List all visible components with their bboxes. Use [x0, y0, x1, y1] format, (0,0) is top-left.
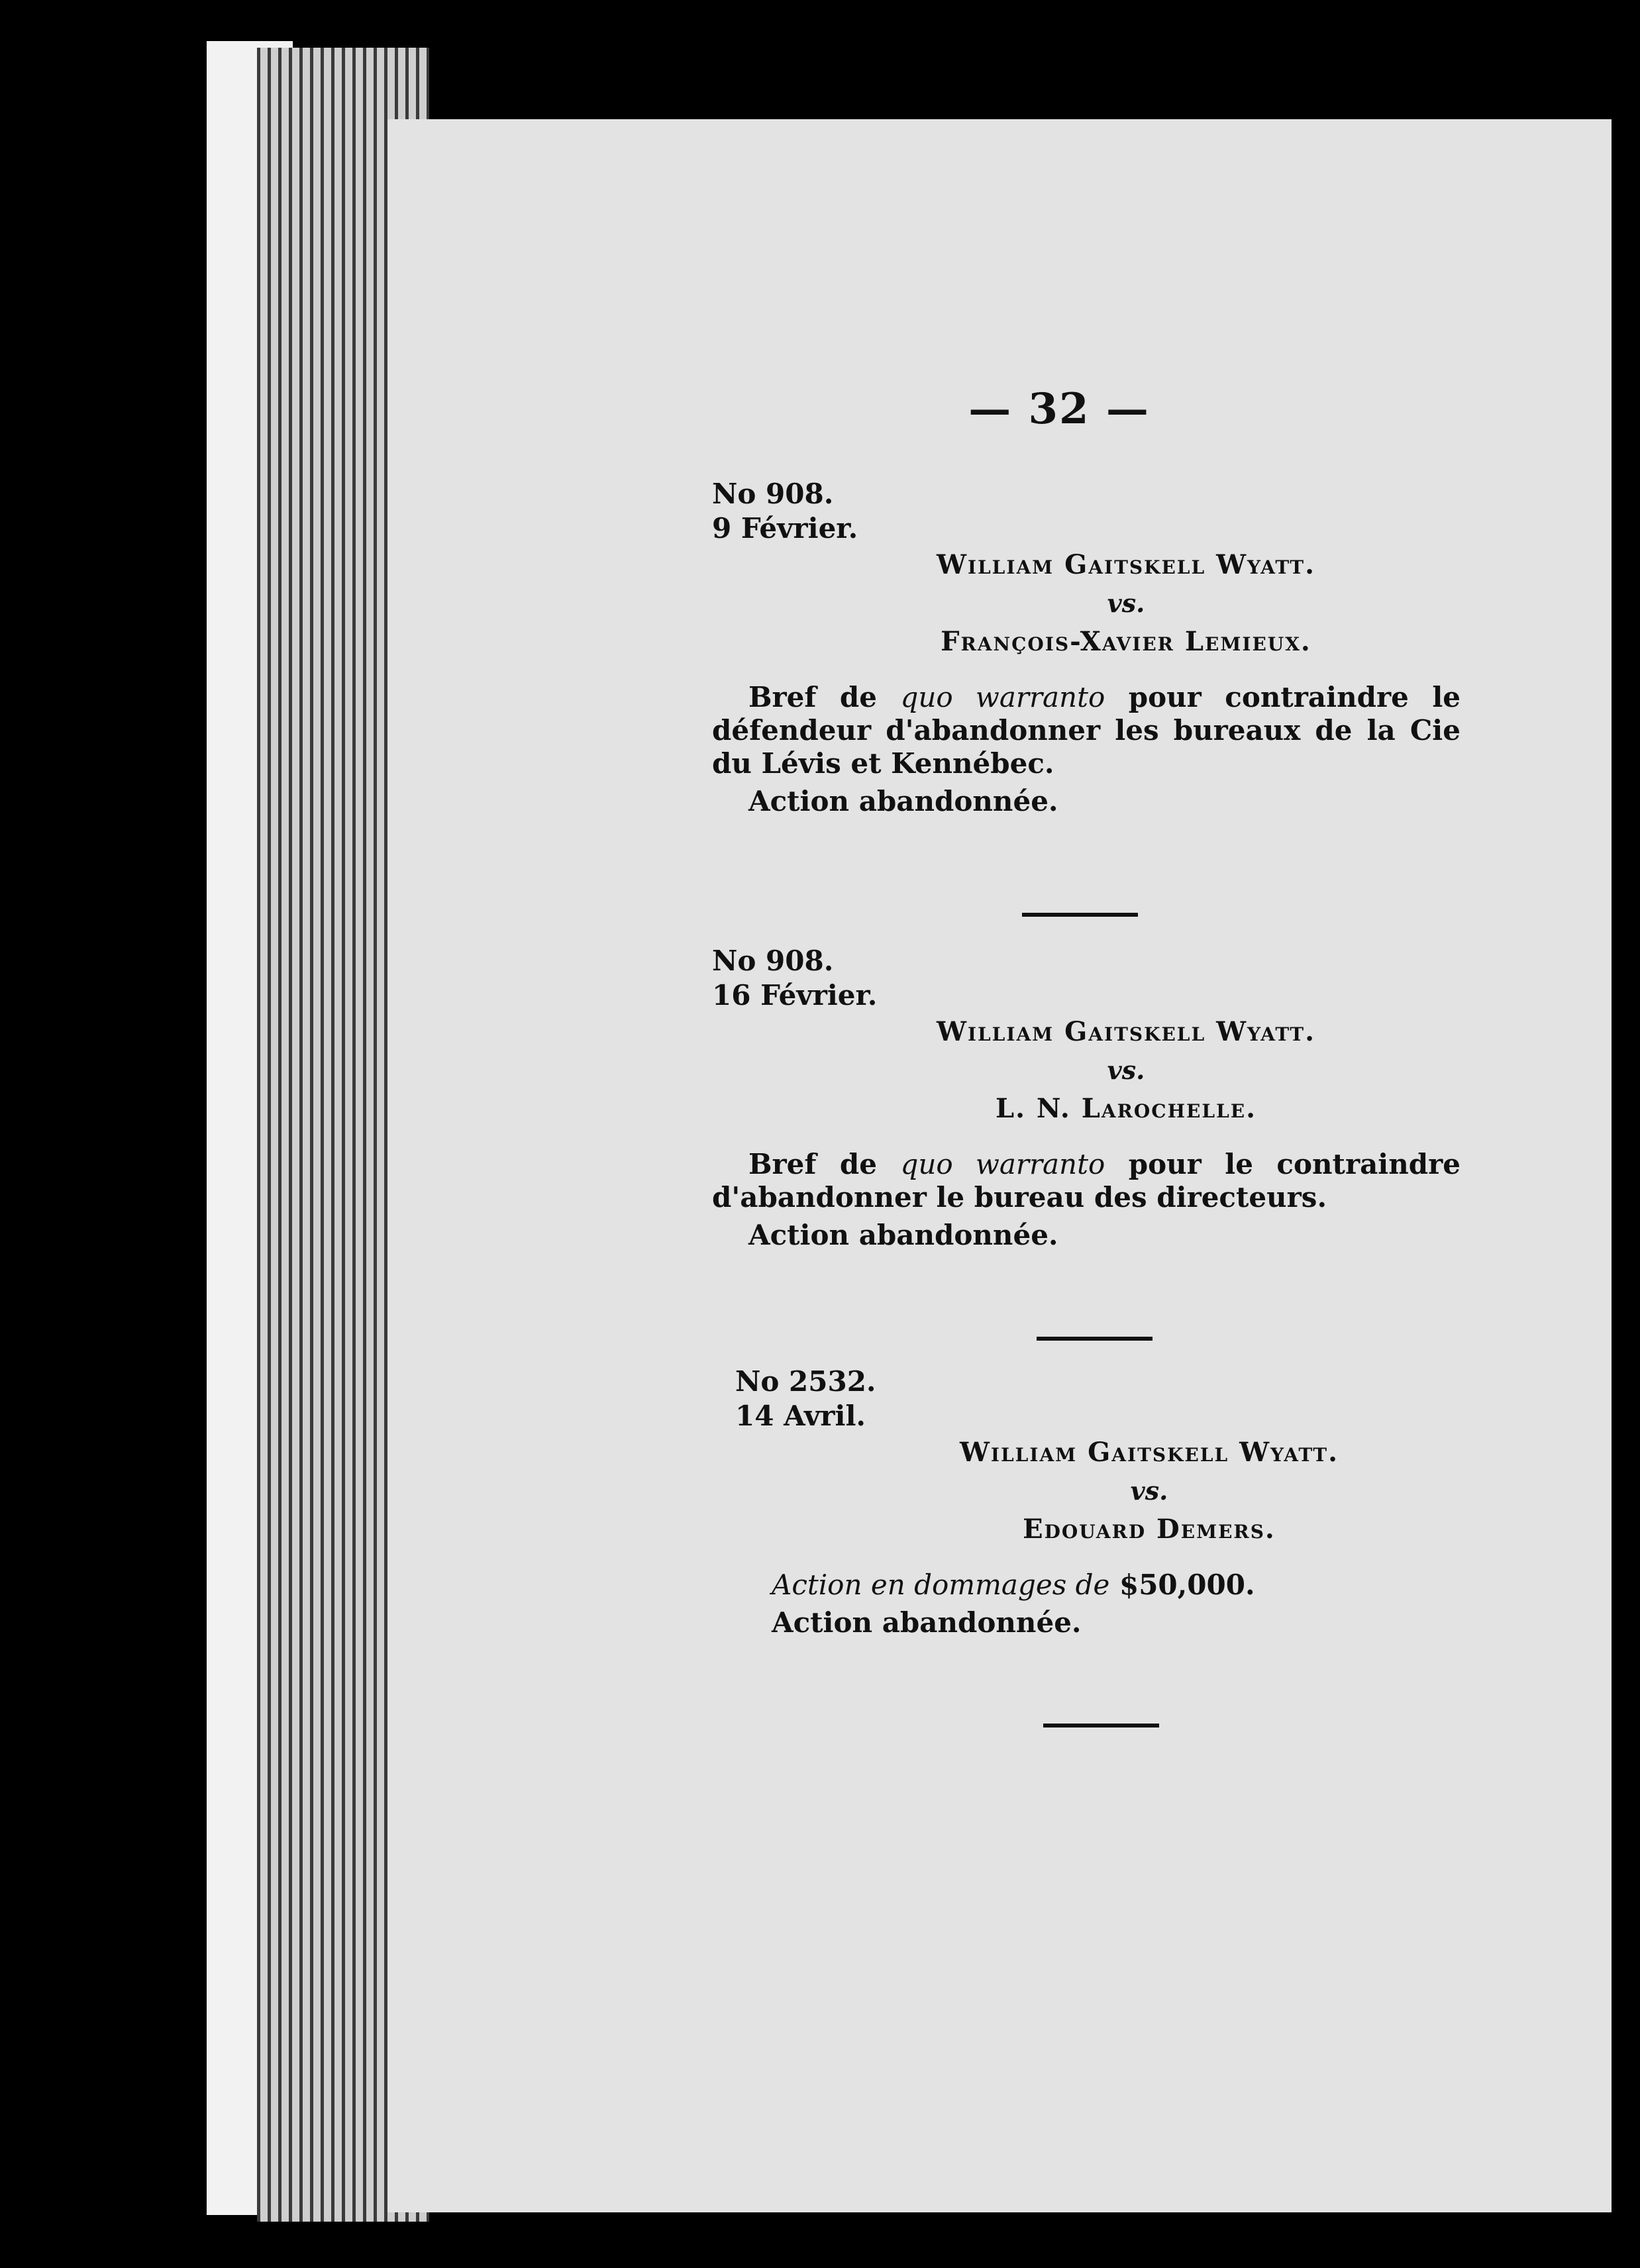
case-entry [735, 1365, 1484, 1640]
description-post: pour contraindre le défendeur d'abandonner les bureaux de la Cie du Lévis et Kennébec. [712, 681, 1461, 780]
defendant: L. N. Larochelle. [995, 1093, 1257, 1124]
case-description [712, 681, 1461, 780]
case-outcome: Action abandonnée. [748, 1219, 1058, 1251]
versus: vs. [1107, 588, 1145, 618]
defendant: Edouard Demers. [1023, 1514, 1276, 1545]
case-number: No 2532. [735, 1365, 876, 1398]
plaintiff: William Gaitskell Wyatt. [936, 549, 1316, 580]
description-italic: Action en dommages de [772, 1569, 1110, 1601]
case-entry [712, 477, 1461, 819]
description-pre: Bref de [748, 1148, 901, 1180]
book-page [387, 119, 1612, 2212]
description-post: $50,000. [1109, 1569, 1255, 1601]
description-pre: Bref de [748, 681, 901, 713]
defendant: François-Xavier Lemieux. [941, 626, 1311, 657]
section-rule [1037, 1337, 1153, 1341]
versus: vs. [1130, 1476, 1168, 1506]
description-italic: quo warranto [900, 681, 1105, 713]
case-outcome: Action abandonnée. [772, 1606, 1082, 1639]
case-date: 16 Février. [712, 979, 878, 1011]
case-entry [712, 944, 1461, 1253]
plaintiff: William Gaitskell Wyatt. [936, 1016, 1316, 1047]
case-description [712, 1148, 1461, 1214]
section-rule [1043, 1724, 1159, 1727]
description-italic: quo warranto [900, 1148, 1105, 1180]
plaintiff: William Gaitskell Wyatt. [959, 1437, 1339, 1468]
page-number: — 32 — [968, 384, 1150, 434]
description-post: pour le contraindre d'abandonner le bureau des directeurs. [712, 1148, 1461, 1213]
case-date: 9 Février. [712, 512, 858, 544]
section-rule [1022, 913, 1138, 917]
versus: vs. [1107, 1055, 1145, 1085]
case-date: 14 Avril. [735, 1400, 866, 1432]
case-description [735, 1569, 1484, 1602]
case-number: No 908. [712, 945, 834, 977]
case-number: No 908. [712, 478, 834, 510]
case-outcome: Action abandonnée. [748, 785, 1058, 817]
